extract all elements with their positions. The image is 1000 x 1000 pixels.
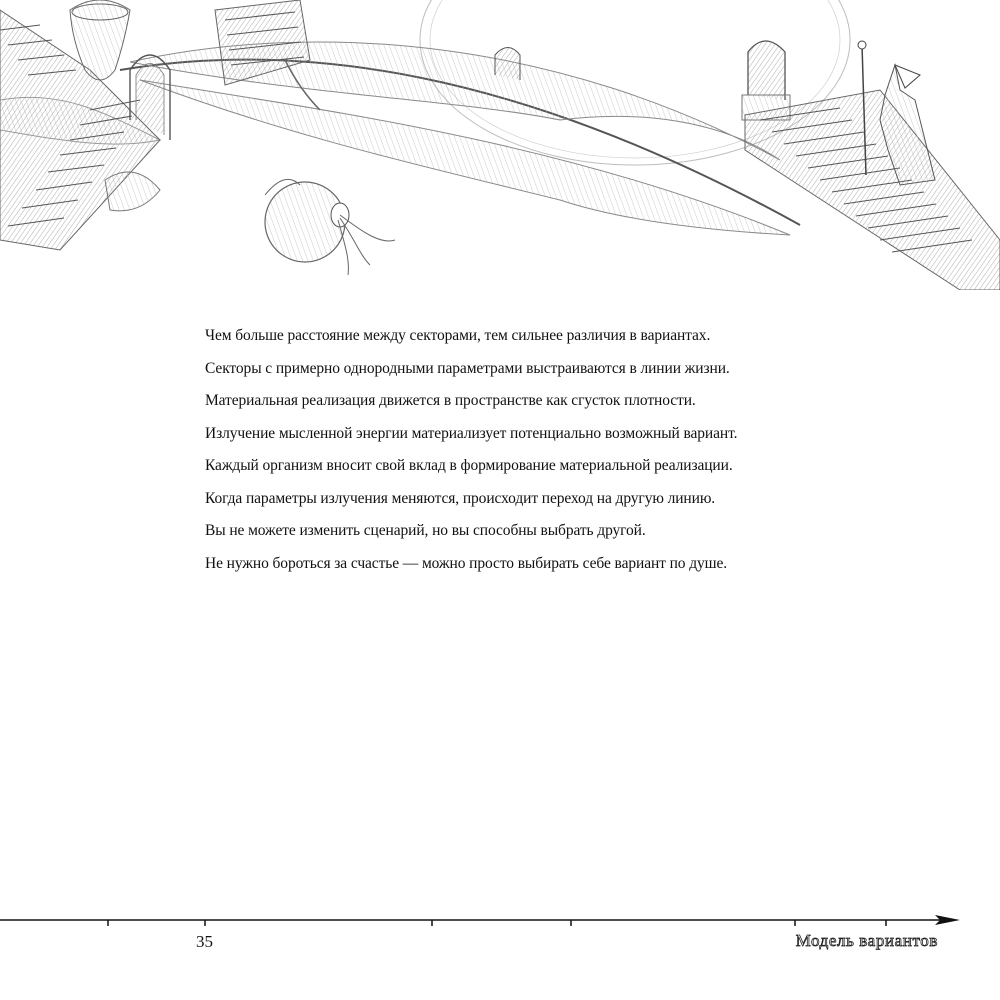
sphere-drawing <box>265 179 395 275</box>
right-staircase-drawing <box>745 90 1000 290</box>
body-text <box>205 320 905 580</box>
body-line: Вы не можете изменить сценарий, но вы способны выбрать другой. <box>205 522 646 539</box>
illustration-svg <box>0 0 1000 290</box>
body-line: Каждый организм вносит свой вклад в формирование материальной реализации. <box>205 457 733 474</box>
body-line: Секторы с примерно однородными параметрами выстраиваются в линии жизни. <box>205 359 730 377</box>
header-illustration <box>0 0 1000 290</box>
body-line: Излучение мысленной энергии материализует потенциально возможный вариант. <box>205 424 738 442</box>
page-number: 35 <box>196 932 213 951</box>
body-line: Чем больше расстояние между секторами, тем сильнее различия в вариантах. <box>205 327 711 344</box>
middle-door-drawing <box>495 48 520 81</box>
body-line: Когда параметры излучения меняются, происходит переход на другую линию. <box>205 489 716 507</box>
body-line: Не нужно бороться за счастье — можно просто выбирать себе вариант по душе. <box>205 554 728 572</box>
top-staircase-drawing <box>215 0 320 110</box>
running-title: Модель вариантов <box>795 931 938 950</box>
body-line: Материальная реализация движется в пространстве как сгусток плотности. <box>205 392 696 409</box>
